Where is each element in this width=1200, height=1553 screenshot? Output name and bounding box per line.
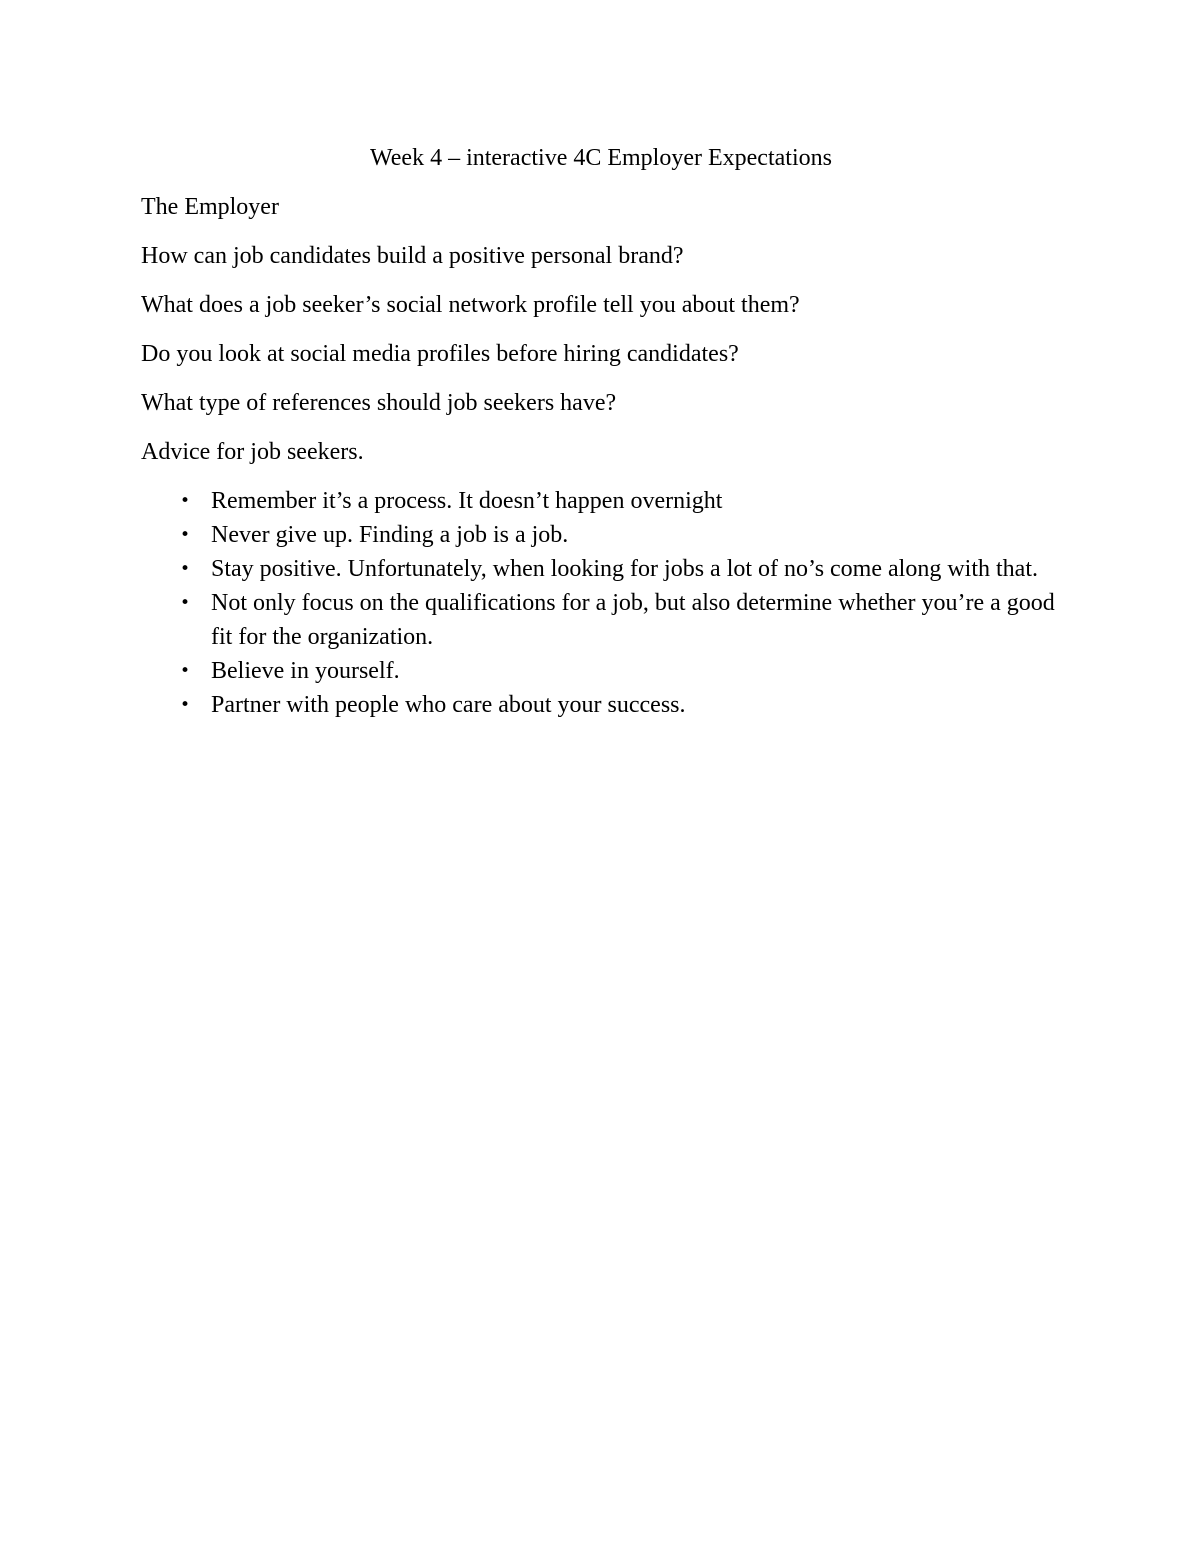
question-social-media-hiring: Do you look at social media profiles before hiring candidates? bbox=[141, 341, 739, 367]
bullet-icon: • bbox=[179, 695, 191, 715]
question-personal-brand: How can job candidates build a positive personal brand? bbox=[141, 243, 684, 269]
list-item bbox=[141, 552, 1061, 586]
advice-list bbox=[141, 484, 1061, 722]
list-item-text: Believe in yourself. bbox=[211, 658, 400, 684]
list-item-text: Stay positive. Unfortunately, when looking for jobs a lot of no’s come along with that. bbox=[211, 556, 1038, 582]
question-references: What type of references should job seekers have? bbox=[141, 390, 617, 416]
list-item-text: Never give up. Finding a job is a job. bbox=[211, 522, 569, 548]
bullet-icon: • bbox=[179, 661, 191, 681]
list-item bbox=[141, 586, 1061, 654]
section-heading-employer: The Employer bbox=[141, 194, 279, 220]
list-item bbox=[141, 688, 1061, 722]
list-item bbox=[141, 484, 1061, 518]
list-item-text: Remember it’s a process. It doesn’t happen overnight bbox=[211, 488, 723, 514]
bullet-icon: • bbox=[179, 593, 191, 613]
bullet-icon: • bbox=[179, 559, 191, 579]
question-social-network-profile: What does a job seeker’s social network profile tell you about them? bbox=[141, 292, 800, 318]
document-title: Week 4 – interactive 4C Employer Expectations bbox=[370, 145, 832, 171]
advice-heading: Advice for job seekers. bbox=[141, 439, 364, 465]
list-item bbox=[141, 654, 1061, 688]
list-item-text: Partner with people who care about your success. bbox=[211, 692, 686, 718]
document-body bbox=[141, 141, 1061, 722]
bullet-icon: • bbox=[179, 525, 191, 545]
bullet-icon: • bbox=[179, 491, 191, 511]
list-item-text: Not only focus on the qualifications for a job, but also determine whether you’re a good fit for the organization. bbox=[211, 590, 1055, 650]
list-item bbox=[141, 518, 1061, 552]
